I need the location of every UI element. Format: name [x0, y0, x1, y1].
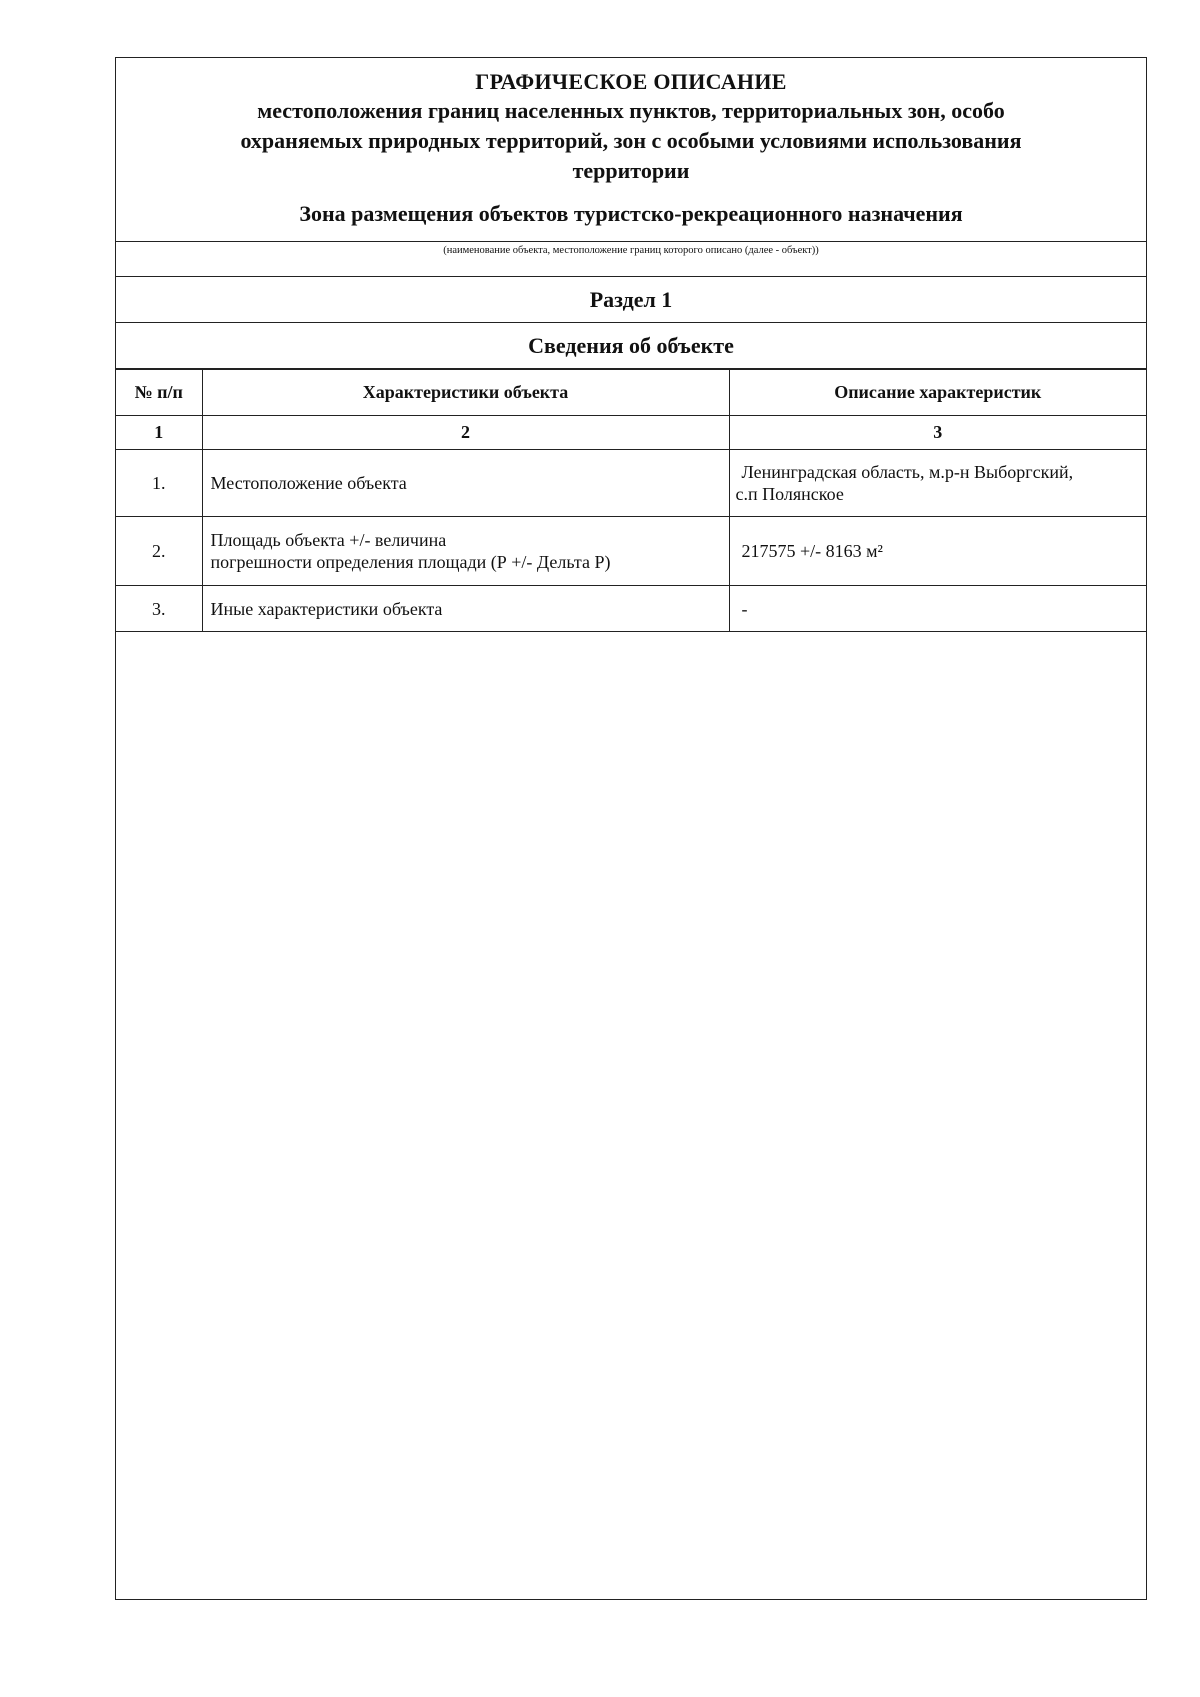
table-row: [116, 450, 1146, 517]
document-subtitle: [116, 96, 1146, 186]
table-row: [116, 586, 1146, 632]
object-caption: (наименование объекта, местоположение границ которого описано (далее - объект)): [116, 242, 1146, 277]
column-number-row: [116, 416, 1146, 450]
table-header-row: [116, 370, 1146, 416]
section-title: Раздел 1: [116, 277, 1146, 323]
object-info-table: [116, 369, 1146, 632]
header-num: № п/п: [116, 370, 202, 416]
column-number-2: 2: [202, 416, 729, 450]
characteristic-line-1: Площадь объекта +/- величина: [210, 530, 447, 550]
zone-name: Зона размещения объектов туристско-рекреационного назначения: [299, 201, 963, 226]
table-row: [116, 517, 1146, 586]
row-characteristic: [202, 517, 729, 586]
description-line-1: Ленинградская область, м.р-н Выборгский,: [741, 462, 1074, 482]
header-description: Описание характеристик: [729, 370, 1146, 416]
row-characteristic: Местоположение объекта: [202, 450, 729, 517]
document-title: ГРАФИЧЕСКОЕ ОПИСАНИЕ: [475, 69, 787, 94]
subtitle-line-2: охраняемых природных территорий, зон с особыми условиями использования: [240, 128, 1022, 153]
row-description: -: [729, 586, 1146, 632]
document-frame: [115, 57, 1147, 1600]
row-description: [729, 450, 1146, 517]
row-description: 217575 +/- 8163 м²: [729, 517, 1146, 586]
section-subtitle: Сведения об объекте: [116, 323, 1146, 369]
row-characteristic: Иные характеристики объекта: [202, 586, 729, 632]
document-header: [116, 58, 1146, 242]
subtitle-line-3: территории: [572, 158, 690, 183]
row-number: 3.: [116, 586, 202, 632]
header-characteristic: Характеристики объекта: [202, 370, 729, 416]
row-number: 2.: [116, 517, 202, 586]
column-number-1: 1: [116, 416, 202, 450]
column-number-3: 3: [729, 416, 1146, 450]
description-line-2: с.п Полянское: [735, 484, 844, 504]
subtitle-line-1: местоположения границ населенных пунктов, территориальных зон, особо: [257, 98, 1005, 123]
characteristic-line-2: погрешности определения площади (Р +/- Дельта Р): [210, 552, 611, 572]
row-number: 1.: [116, 450, 202, 517]
